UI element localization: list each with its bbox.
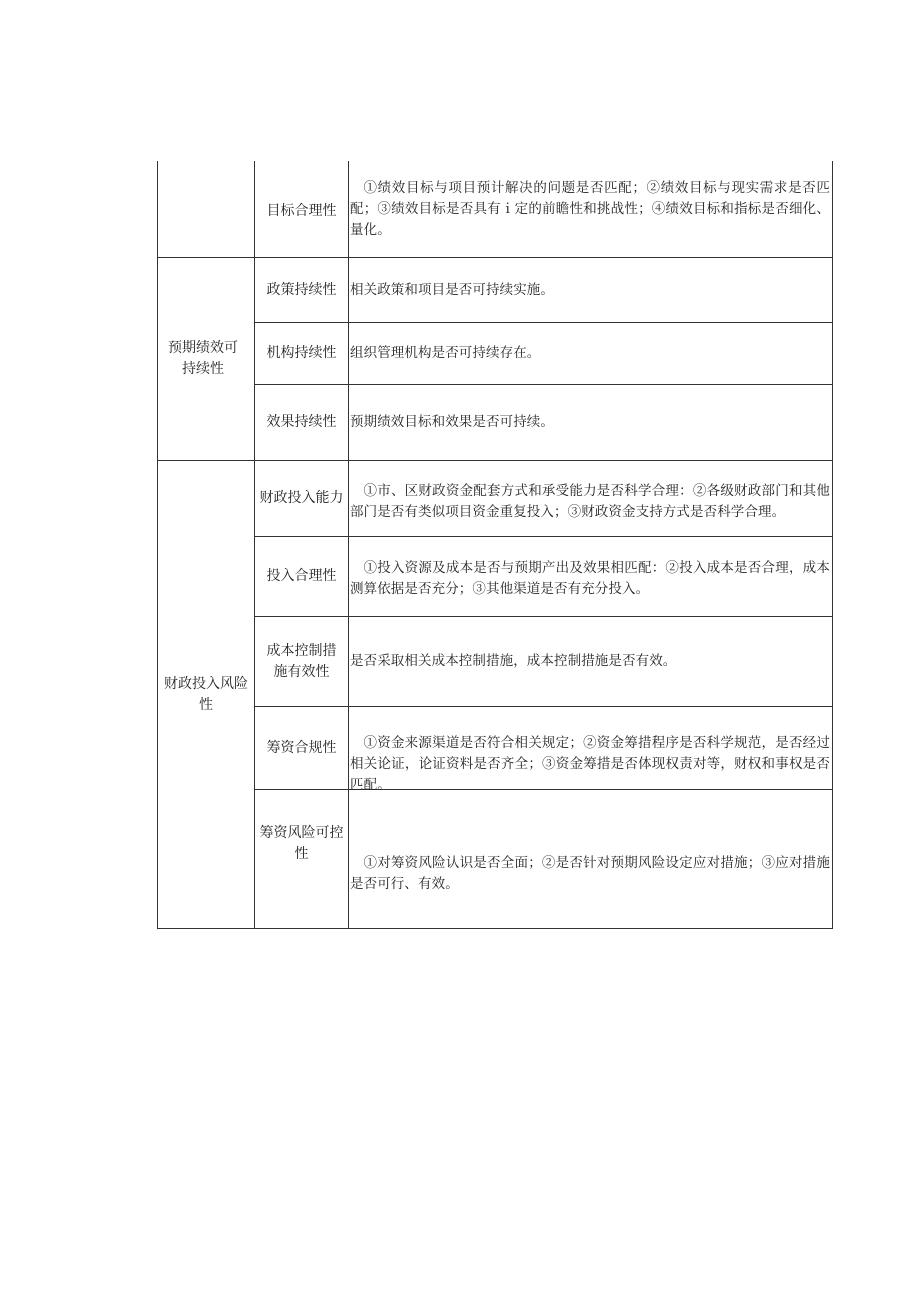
category-label: 预期绩效可持续性 <box>168 340 238 377</box>
indicator-label: 财政投入能力 <box>259 490 344 506</box>
criteria-text: ①资金来源渠道是否符合相关规定；②资金筹措程序是否科学规范，是否经过相关论证，论证资料是否齐全；③资金筹措是否体现权责对等，财权和事权是否匹配。 <box>350 735 830 793</box>
indicator-cell <box>255 385 348 460</box>
indicator-label: 成本控制措施有效性 <box>266 642 337 680</box>
column-divider-2 <box>348 161 349 929</box>
table-border-right <box>832 161 833 929</box>
indicator-label: 筹资风险可控性 <box>259 825 344 862</box>
criteria-text: ①对筹资风险认识是否全面；②是否针对预期风险设定应对措施；③应对措施是否可行、有效。 <box>350 855 830 892</box>
indicator-cell <box>255 323 348 384</box>
criteria-text: 预期绩效目标和效果是否可持续。 <box>350 414 554 430</box>
criteria-text: 相关政策和项目是否可持续实施。 <box>350 282 554 298</box>
indicator-label: 投入合理性 <box>266 568 337 584</box>
category-cell <box>158 258 254 460</box>
indicator-cell <box>255 461 348 536</box>
indicator-cell <box>255 258 348 322</box>
table-border-bottom <box>157 928 833 929</box>
criteria-text: ①市、区财政资金配套方式和承受能力是否科学合理：②各级财政部门和其他部门是否有类似项目资金重复投入；③财政资金支持方式是否科学合理。 <box>350 483 830 520</box>
indicator-label: 目标合理性 <box>266 203 337 219</box>
category-label: 财政投入风险性 <box>164 675 248 713</box>
indicator-cell <box>255 617 348 706</box>
indicator-label: 筹资合规性 <box>266 739 337 756</box>
criteria-text: ①绩效目标与项目预计解决的问题是否匹配；②绩效目标与现实需求是否匹配；③绩效目标是否具有ｉ定的前瞻性和挑战性；④绩效目标和指标是否细化、量化。 <box>350 180 830 238</box>
criteria-text: 是否采取相关成本控制措施，成本控制措施是否有效。 <box>350 653 677 669</box>
category-cell <box>158 461 254 928</box>
indicator-label: 政策持续性 <box>266 281 337 298</box>
criteria-text: 组织管理机构是否可持续存在。 <box>350 345 541 361</box>
indicator-label: 机构持续性 <box>266 345 337 361</box>
indicator-cell <box>255 790 348 928</box>
indicator-cell <box>255 537 348 616</box>
indicator-cell <box>255 707 348 789</box>
indicator-cell <box>255 161 348 257</box>
criteria-text: ①投入资源及成本是否与预期产出及效果相匹配：②投入成本是否合理，成本测算依据是否充分；③其他渠道是否有充分投入。 <box>350 560 830 597</box>
indicator-label: 效果持续性 <box>266 414 337 430</box>
